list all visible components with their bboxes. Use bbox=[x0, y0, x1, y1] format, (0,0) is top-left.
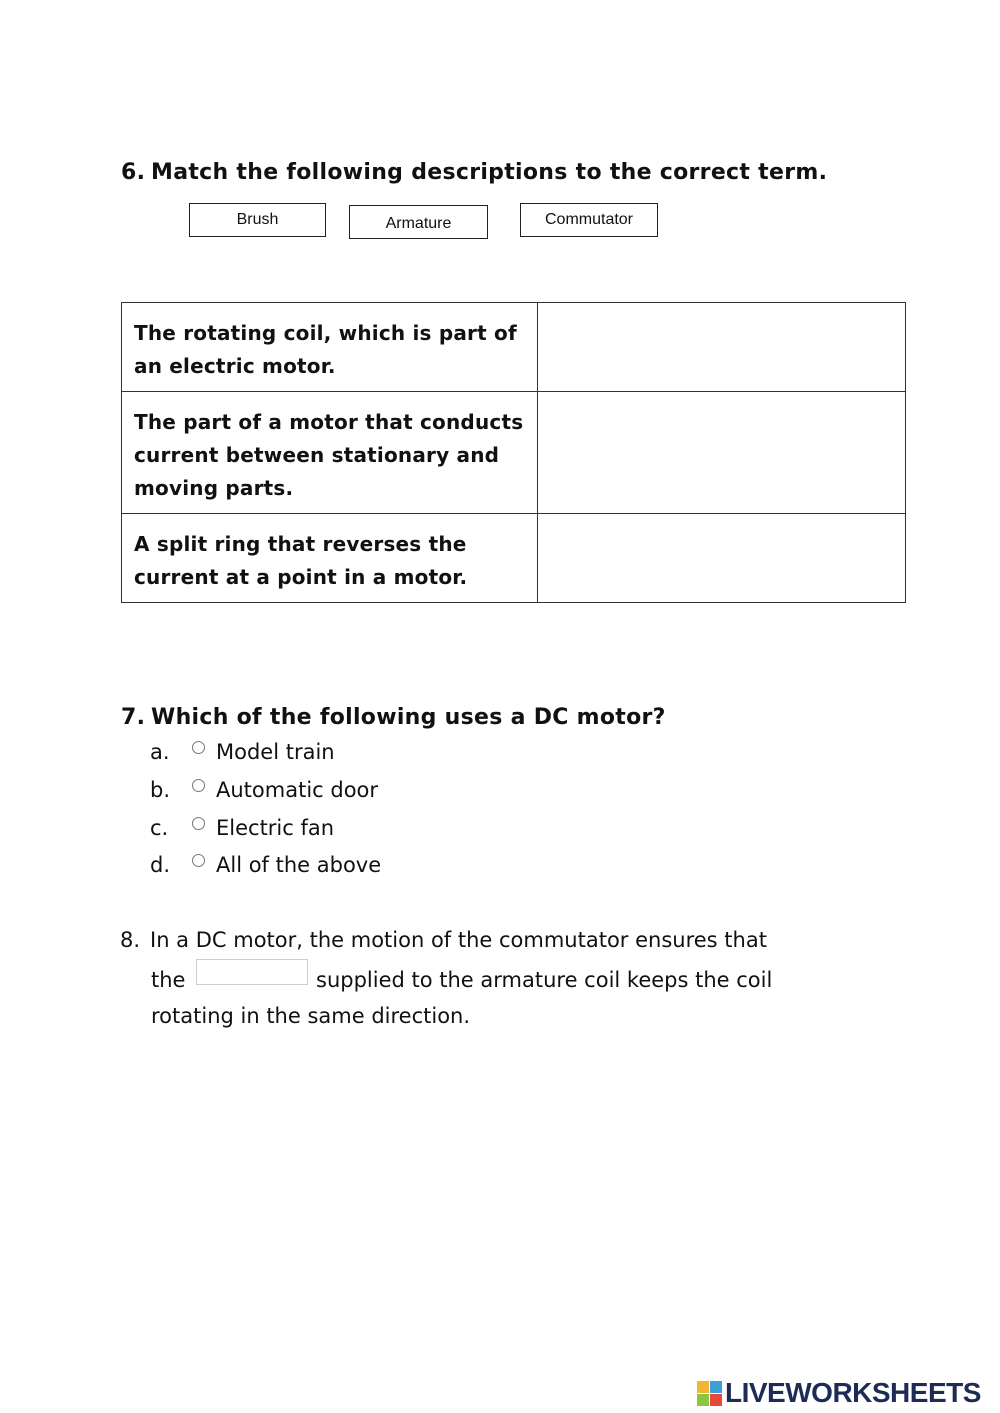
q8-text-3: rotating in the same direction. bbox=[151, 1004, 471, 1028]
match-row bbox=[122, 514, 906, 603]
option-letter: a. bbox=[150, 740, 170, 764]
term-commutator[interactable]: Commutator bbox=[520, 203, 658, 237]
logo-square-1 bbox=[697, 1381, 709, 1393]
radio-button[interactable] bbox=[192, 817, 205, 830]
option-letter: d. bbox=[150, 853, 171, 877]
q7-prompt: Which of the following uses a DC motor? bbox=[151, 705, 666, 730]
match-description: The part of a motor that conducts current between stationary and moving parts. bbox=[122, 392, 538, 514]
term-brush[interactable]: Brush bbox=[189, 203, 326, 237]
q8-text-2-after: supplied to the armature coil keeps the coil bbox=[316, 968, 773, 992]
option-letter: c. bbox=[150, 816, 169, 840]
q8-text-1: In a DC motor, the motion of the commutator ensures that bbox=[150, 928, 767, 952]
q6-number: 6. bbox=[121, 160, 146, 185]
match-drop-zone[interactable] bbox=[538, 392, 906, 514]
match-row bbox=[122, 303, 906, 392]
liveworksheets-logo bbox=[697, 1378, 981, 1408]
radio-button[interactable] bbox=[192, 779, 205, 792]
logo-square-3 bbox=[697, 1394, 709, 1406]
match-drop-zone[interactable] bbox=[538, 514, 906, 603]
term-armature[interactable]: Armature bbox=[349, 205, 488, 239]
match-drop-zone[interactable] bbox=[538, 303, 906, 392]
logo-mark-icon bbox=[697, 1380, 723, 1406]
option-a[interactable] bbox=[150, 736, 335, 768]
q8-answer-input[interactable] bbox=[196, 959, 308, 985]
match-row bbox=[122, 392, 906, 514]
option-label: Model train bbox=[216, 740, 335, 764]
logo-square-2 bbox=[710, 1381, 722, 1393]
q8-line-1 bbox=[120, 922, 767, 958]
logo-text: LIVEWORKSHEETS bbox=[725, 1377, 981, 1408]
option-c[interactable] bbox=[150, 812, 335, 844]
q8-number: 8. bbox=[120, 928, 141, 952]
match-description: The rotating coil, which is part of an electric motor. bbox=[122, 303, 538, 392]
option-label: All of the above bbox=[216, 853, 382, 877]
option-d[interactable] bbox=[150, 849, 382, 881]
q6-title bbox=[121, 160, 827, 185]
radio-button[interactable] bbox=[192, 741, 205, 754]
q6-prompt: Match the following descriptions to the correct term. bbox=[151, 160, 828, 185]
option-label: Electric fan bbox=[216, 816, 335, 840]
q8-text-2-before: the bbox=[151, 968, 186, 992]
match-description: A split ring that reverses the current at a point in a motor. bbox=[122, 514, 538, 603]
option-label: Automatic door bbox=[216, 778, 379, 802]
option-letter: b. bbox=[150, 778, 171, 802]
logo-square-4 bbox=[710, 1394, 722, 1406]
option-b[interactable] bbox=[150, 774, 379, 806]
radio-button[interactable] bbox=[192, 854, 205, 867]
q7-number: 7. bbox=[121, 705, 146, 730]
match-table bbox=[121, 302, 906, 603]
q7-title bbox=[121, 705, 666, 730]
